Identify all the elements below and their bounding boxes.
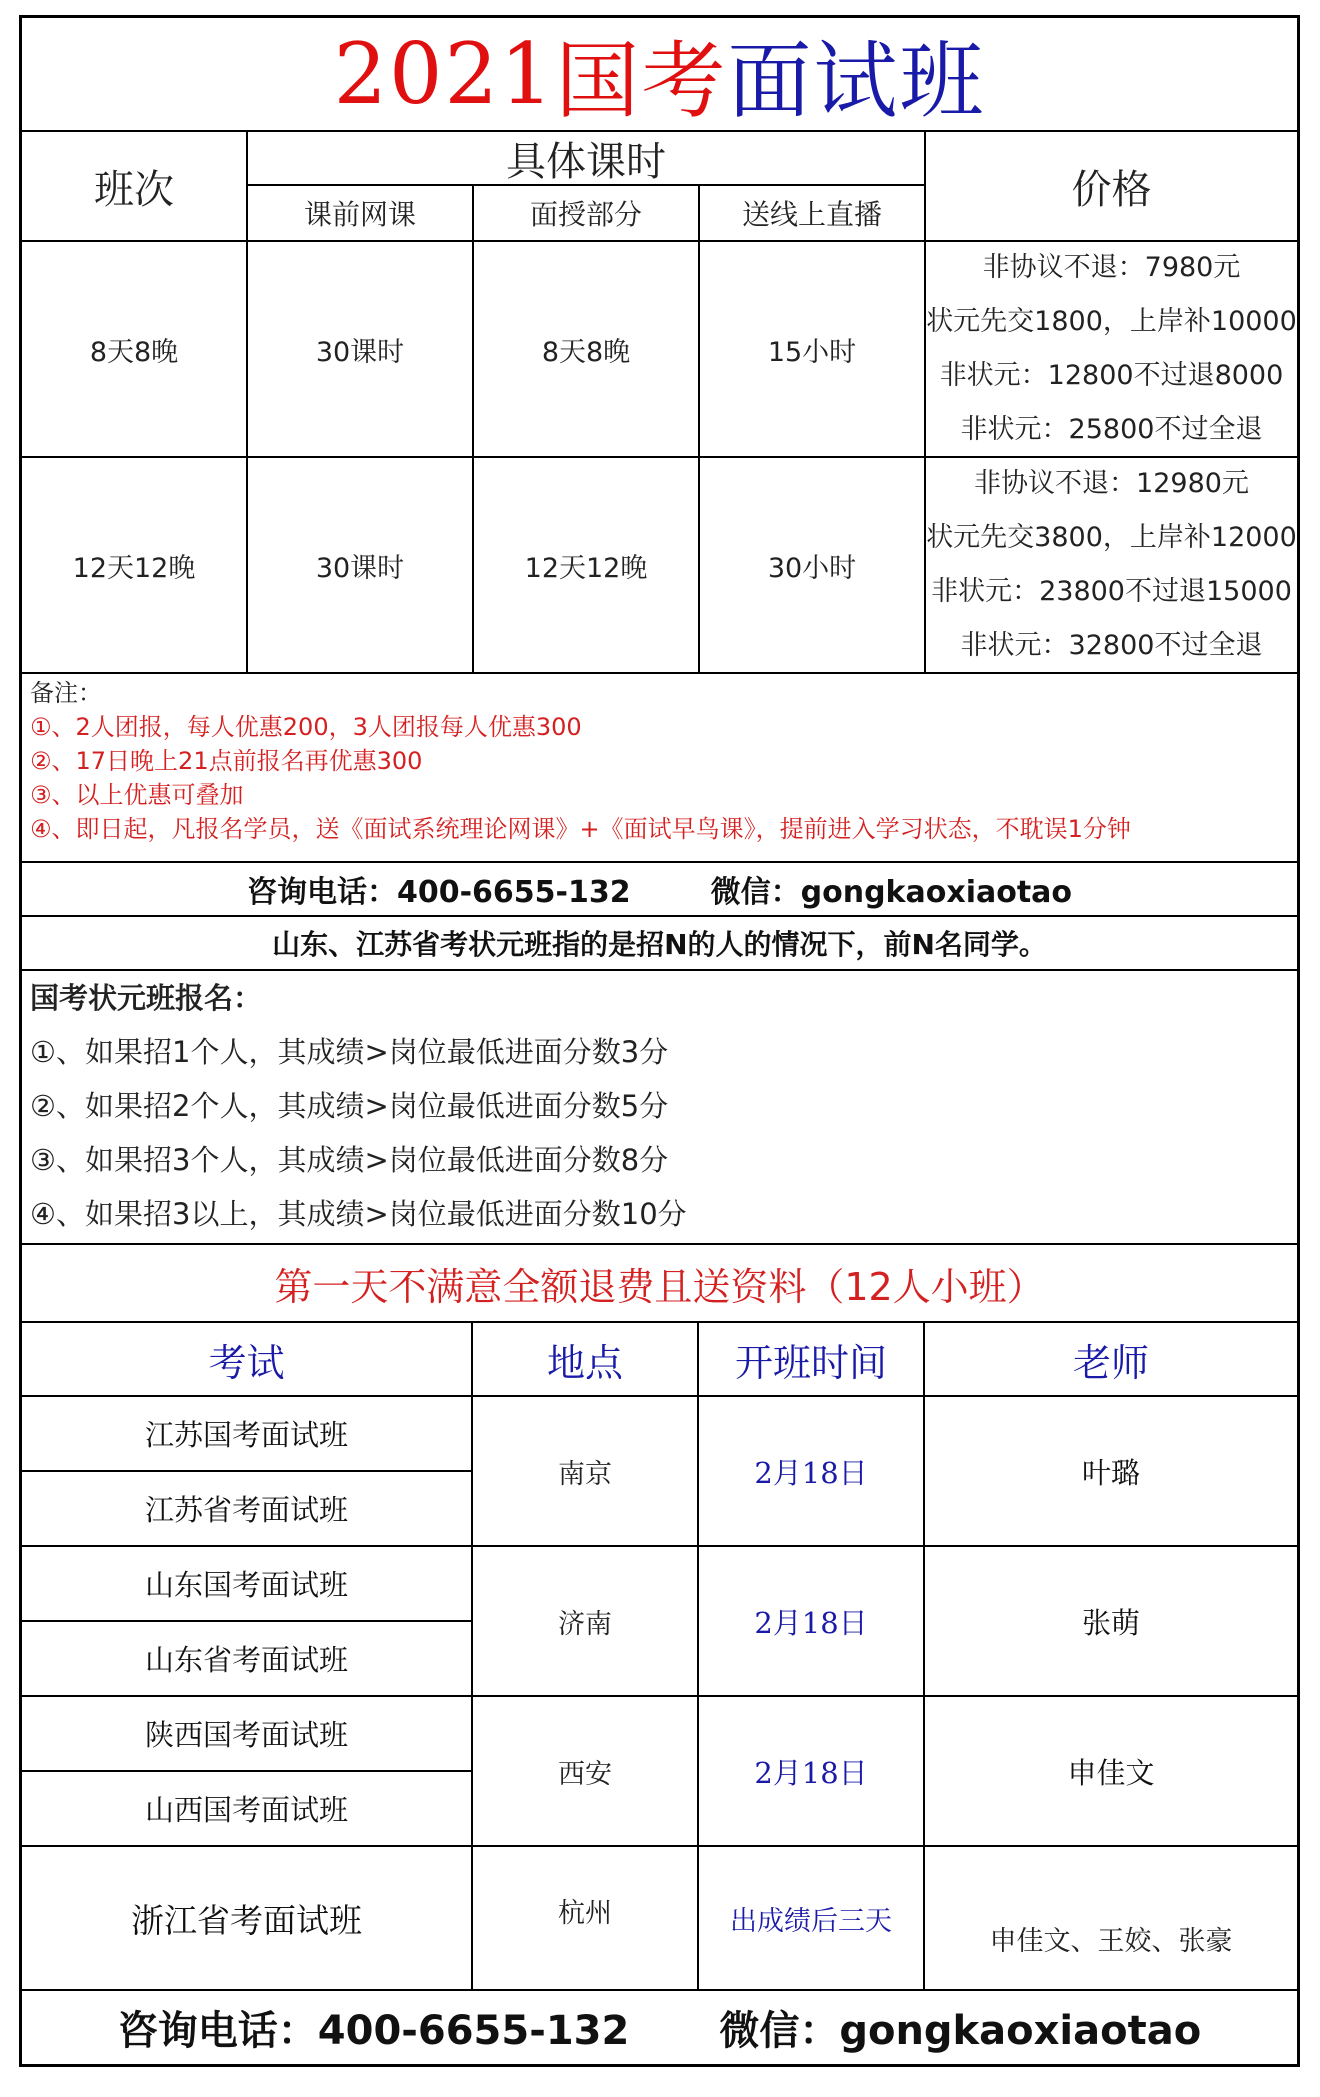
note-item-4: ④、即日起，凡报名学员，送《面试系统理论网课》+《面试早鸟课》，提前进入学习状态，不耽误1分钟 xyxy=(30,815,1131,843)
footer-contact xyxy=(22,1991,1297,2064)
schedule-city-nanjing: 南京 xyxy=(558,1458,612,1490)
rule-item-4: ④、如果招3以上，其成绩>岗位最低进面分数10分 xyxy=(30,1197,687,1231)
schedule-header-exam: 考试 xyxy=(208,1340,285,1385)
line xyxy=(698,184,700,674)
title-red-part: 国考 xyxy=(555,31,728,130)
line xyxy=(924,130,926,674)
header-class: 班次 xyxy=(94,166,174,213)
row1-online: 30课时 xyxy=(315,336,405,368)
flyer-sheet xyxy=(19,15,1300,2067)
page-title xyxy=(22,18,1297,130)
row2-class: 12天12晚 xyxy=(72,552,196,584)
contact-mid xyxy=(22,863,1297,915)
row1-class: 8天8晚 xyxy=(89,336,179,368)
notes-block xyxy=(30,676,1131,846)
schedule-teacher-2: 张萌 xyxy=(1081,1605,1140,1640)
explain-line: 山东、江苏省考状元班指的是招N的人的情况下，前N名同学。 xyxy=(272,928,1047,961)
row2-price-4: 非状元：32800不过全退 xyxy=(960,630,1263,661)
schedule-date-3: 2月18日 xyxy=(754,1755,868,1790)
row1-price-1: 非协议不退：7980元 xyxy=(982,252,1241,283)
line xyxy=(22,672,1297,674)
schedule-exam-shaanxi-national: 陕西国考面试班 xyxy=(144,1718,348,1752)
rule-item-3: ③、如果招3个人，其成绩>岗位最低进面分数8分 xyxy=(30,1143,669,1177)
rule-item-2: ②、如果招2个人，其成绩>岗位最低进面分数5分 xyxy=(30,1089,669,1123)
row2-prices xyxy=(926,458,1297,672)
schedule-exam-shandong-national: 山东国考面试班 xyxy=(144,1568,348,1602)
line xyxy=(246,130,248,674)
schedule-exam-jiangsu-national: 江苏国考面试班 xyxy=(144,1418,348,1452)
contact-mid-phone: 咨询电话：400-6655-132 xyxy=(246,875,631,910)
header-sub-live: 送线上直播 xyxy=(741,198,882,231)
schedule-exam-shandong-provincial: 山东省考面试班 xyxy=(144,1643,348,1677)
schedule-city-xian: 西安 xyxy=(558,1758,612,1790)
title-year: 2021 xyxy=(333,25,556,123)
row2-price-3: 非状元：23800不过退15000 xyxy=(931,576,1292,607)
line xyxy=(472,184,474,674)
note-item-3: ③、以上优惠可叠加 xyxy=(30,781,244,809)
footer-phone: 咨询电话：400-6655-132 xyxy=(117,2008,630,2054)
row2-online: 30课时 xyxy=(315,552,405,584)
header-sub-inperson: 面授部分 xyxy=(529,198,642,231)
schedule-header-city: 地点 xyxy=(546,1340,623,1385)
schedule-date-2: 2月18日 xyxy=(754,1605,868,1640)
schedule-city-hangzhou: 杭州 xyxy=(558,1897,612,1929)
header-hours: 具体课时 xyxy=(506,138,666,185)
row1-live: 15小时 xyxy=(767,336,857,368)
rules-block xyxy=(30,971,687,1241)
note-item-2: ②、17日晚上21点前报名再优惠300 xyxy=(30,747,423,775)
refund-line: 第一天不满意全额退费且送资料（12人小班） xyxy=(274,1264,1045,1309)
row1-prices xyxy=(926,242,1297,456)
schedule-teacher-1: 叶璐 xyxy=(1081,1455,1140,1490)
row1-price-4: 非状元：25800不过全退 xyxy=(960,414,1263,445)
rule-item-1: ①、如果招1个人，其成绩>岗位最低进面分数3分 xyxy=(30,1035,669,1069)
note-item-1: ①、2人团报，每人优惠200，3人团报每人优惠300 xyxy=(30,713,582,741)
contact-mid-wechat: 微信：gongkaoxiaotao xyxy=(710,875,1073,910)
row2-live: 30小时 xyxy=(767,552,857,584)
schedule-exam-zhejiang-provincial: 浙江省考面试班 xyxy=(131,1900,362,1940)
header-price: 价格 xyxy=(1071,166,1152,213)
row2-price-2: 状元先交3800，上岸补12000 xyxy=(926,522,1297,553)
notes-label: 备注： xyxy=(30,679,102,707)
schedule-teacher-4: 申佳文、王姣、张豪 xyxy=(989,1925,1233,1957)
row1-price-3: 非状元：12800不过退8000 xyxy=(939,360,1284,391)
rules-title: 国考状元班报名： xyxy=(30,981,263,1015)
schedule-city-jinan: 济南 xyxy=(558,1608,612,1640)
schedule-exam-shanxi-national: 山西国考面试班 xyxy=(144,1793,348,1827)
row1-price-2: 状元先交1800，上岸补10000 xyxy=(926,306,1297,337)
line xyxy=(923,1321,925,1989)
row2-price-1: 非协议不退：12980元 xyxy=(974,468,1249,499)
line xyxy=(471,1321,473,1989)
row1-inperson: 8天8晚 xyxy=(541,336,631,368)
schedule-teacher-3: 申佳文 xyxy=(1067,1755,1155,1790)
header-sub-online: 课前网课 xyxy=(303,198,416,231)
schedule-header-date: 开班时间 xyxy=(734,1340,887,1385)
schedule-header-teacher: 老师 xyxy=(1072,1340,1149,1385)
row2-inperson: 12天12晚 xyxy=(524,552,648,584)
schedule-date-1: 2月18日 xyxy=(754,1455,868,1490)
line xyxy=(697,1321,699,1989)
schedule-date-4: 出成绩后三天 xyxy=(730,1905,892,1937)
title-blue-part: 面试班 xyxy=(727,31,986,130)
schedule-exam-jiangsu-provincial: 江苏省考面试班 xyxy=(144,1493,348,1527)
footer-wechat: 微信：gongkaoxiaotao xyxy=(719,2008,1202,2054)
